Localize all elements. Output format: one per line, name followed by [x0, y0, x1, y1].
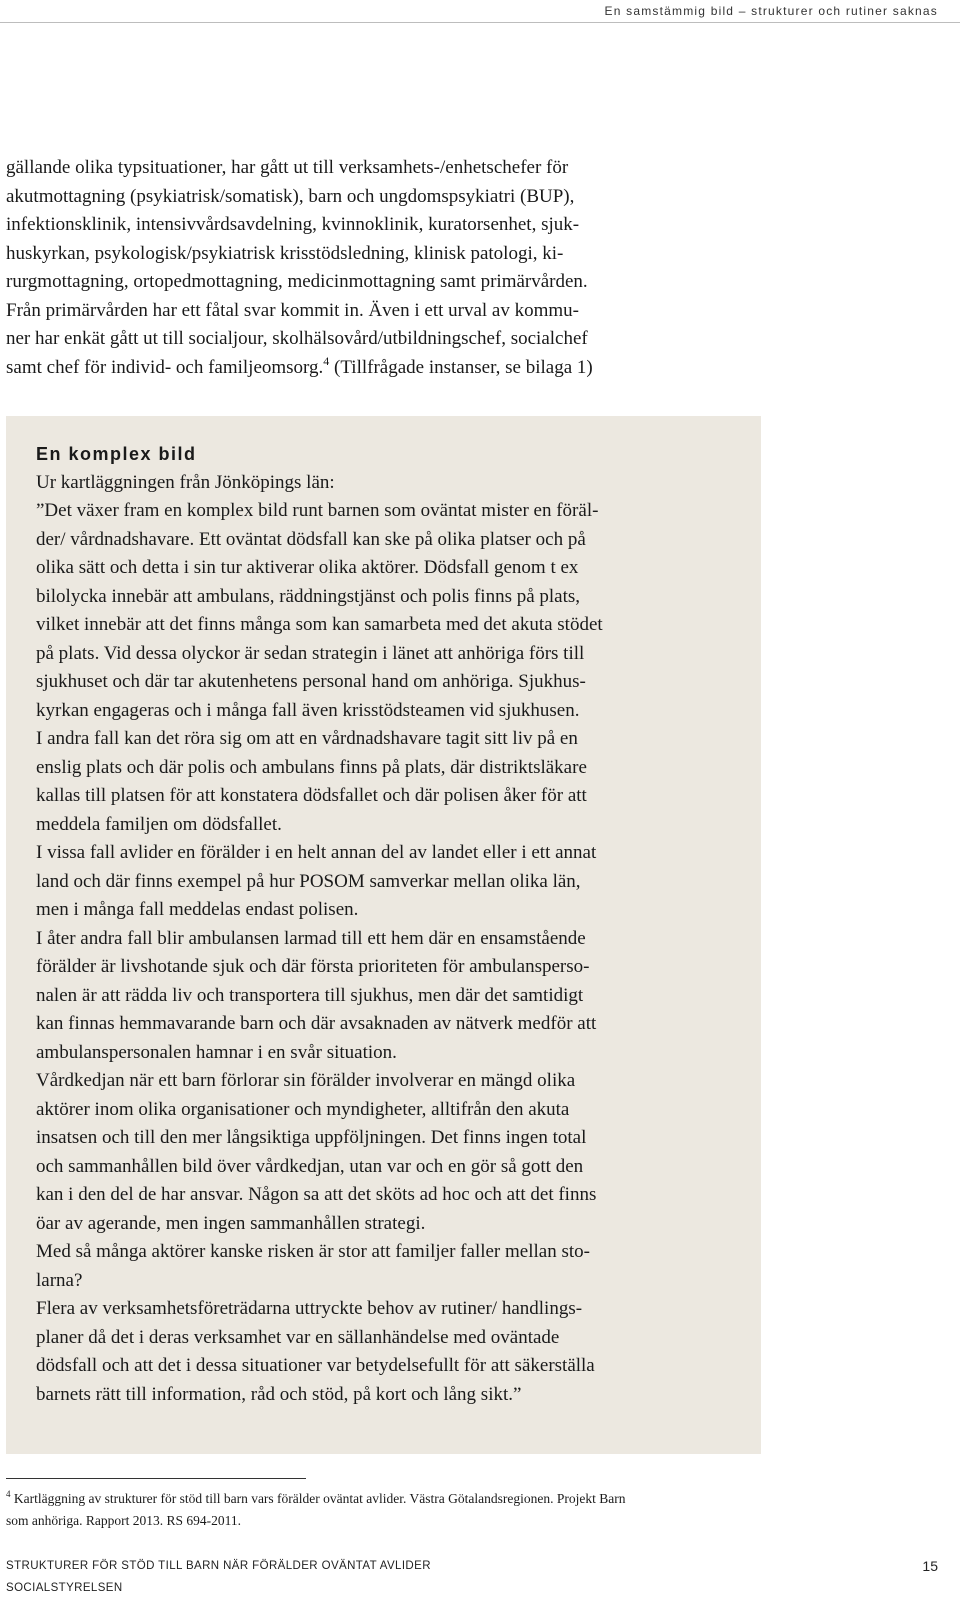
fact-box-content: [36, 440, 736, 1409]
fact-box-line: der/ vårdnadshavare. Ett oväntat dödsfall kan ske på olika platser och på: [36, 528, 586, 550]
fact-box-line: nalen är att rädda liv och transportera till sjukhus, men där det samtidigt: [36, 984, 584, 1006]
fact-box-line: dödsfall och att det i dessa situationer var betydelsefullt för att säkerställa: [36, 1355, 595, 1376]
fact-box-line: land och där finns exempel på hur POSOM samverkar mellan olika län,: [36, 870, 581, 892]
fact-box-line: meddela familjen om dödsfallet.: [36, 813, 282, 835]
fact-box-line: Vårdkedjan när ett barn förlorar sin förälder involverar en mängd olika: [36, 1070, 576, 1091]
fact-box: [6, 416, 761, 1454]
fact-box-line: bilolycka innebär att ambulans, räddningstjänst och polis finns på plats,: [36, 585, 581, 607]
intro-line: gällande olika typsituationer, har gått ut till verksamhets-/enhetschefer för: [6, 157, 569, 178]
fact-box-line: ambulanspersonalen hamnar i en svår situation.: [36, 1041, 397, 1063]
page-number: 15: [922, 1558, 938, 1574]
footnote-line: som anhöriga. Rapport 2013. RS 694-2011.: [6, 1513, 241, 1528]
fact-box-line: Med så många aktörer kanske risken är stor att familjer faller mellan sto-: [36, 1241, 590, 1262]
fact-box-line: larna?: [36, 1269, 83, 1291]
intro-line: Från primärvården har ett fåtal svar kommit in. Även i ett urval av kommu-: [6, 299, 579, 321]
fact-box-line: sjukhuset och där tar akutenhetens personal hand om anhöriga. Sjukhus-: [36, 671, 586, 692]
fact-box-title: En komplex bild: [36, 444, 197, 464]
footnote-reference[interactable]: 4: [323, 353, 330, 368]
fact-box-line: insatsen och till den mer långsiktiga uppföljningen. Det finns ingen total: [36, 1127, 587, 1148]
fact-box-line: planer då det i deras verksamhet var en sällanhändelse med oväntade: [36, 1326, 560, 1348]
fact-box-line: kallas till platsen för att konstatera dödsfallet och där polisen åker för att: [36, 785, 587, 806]
fact-box-line: aktörer inom olika organisationer och myndigheter, alltifrån den akuta: [36, 1098, 570, 1120]
fact-box-line: Flera av verksamhetsföreträdarna uttryckte behov av rutiner/ handlings-: [36, 1298, 583, 1319]
intro-text: (Tillfrågade instanser, se bilaga 1): [329, 356, 593, 378]
fact-box-line: I åter andra fall blir ambulansen larmad till ett hem där en ensamstående: [36, 927, 586, 949]
footer-publication-title: STRUKTURER FÖR STÖD TILL BARN NÄR FÖRÄLDER OVÄNTAT AVLIDER: [6, 1560, 431, 1572]
fact-box-line: I vissa fall avlider en förälder i en helt annan del av landet eller i ett annat: [36, 842, 597, 863]
intro-line: ner har enkät gått ut till socialjour, skolhälsovård/utbildningschef, socialchef: [6, 328, 588, 349]
fact-box-line: förälder är livshotande sjuk och där första prioriteten för ambulansperso-: [36, 956, 590, 977]
fact-box-line: kyrkan engageras och i många fall även krisstödsteamen vid sjukhusen.: [36, 699, 580, 721]
footnote-divider: [6, 1478, 306, 1479]
fact-box-line: och sammanhållen bild över vårdkedjan, utan var och en gör så gott den: [36, 1155, 584, 1177]
fact-box-line: ”Det växer fram en komplex bild runt barnen som oväntat mister en föräl-: [36, 500, 599, 521]
fact-box-line: Ur kartläggningen från Jönköpings län:: [36, 471, 335, 493]
page-footer: [6, 1555, 431, 1599]
fact-box-line: barnets rätt till information, råd och stöd, på kort och lång sikt.”: [36, 1383, 522, 1405]
fact-box-line: olika sätt och detta i sin tur aktiverar olika aktörer. Dödsfall genom t ex: [36, 557, 579, 578]
header-divider: [0, 22, 960, 23]
footnote-text: Kartläggning av strukturer för stöd till barn vars förälder oväntat avlider. Västra Götalandsregionen. Projekt Barn: [10, 1491, 626, 1506]
intro-line: akutmottagning (psykiatrisk/somatisk), barn och ungdomspsykiatri (BUP),: [6, 185, 575, 207]
intro-last-line: [6, 354, 766, 383]
footnote: [6, 1488, 766, 1532]
footnote-line: [6, 1488, 766, 1510]
intro-line: huskyrkan, psykologisk/psykiatrisk krisstödsledning, klinisk patologi, ki-: [6, 242, 564, 264]
intro-text: samt chef för individ- och familjeomsorg.: [6, 356, 324, 378]
intro-line: rurgmottagning, ortopedmottagning, medicinmottagning samt primärvården.: [6, 271, 588, 292]
fact-box-line: kan i den del de har ansvar. Någon sa att det sköts ad hoc och att det finns: [36, 1184, 597, 1205]
running-header: En samstämmig bild – strukturer och rutiner saknas: [604, 4, 938, 18]
fact-box-line: kan finnas hemmavarande barn och där avsaknaden av nätverk medför att: [36, 1013, 597, 1034]
fact-box-line: vilket innebär att det finns många som kan samarbeta med det akuta stödet: [36, 614, 603, 635]
footer-publisher: SOCIALSTYRELSEN: [6, 1582, 123, 1594]
fact-box-line: öar av agerande, men ingen sammanhållen strategi.: [36, 1212, 426, 1234]
fact-box-line: I andra fall kan det röra sig om att en vårdnadshavare tagit sitt liv på en: [36, 728, 578, 749]
fact-box-line: men i många fall meddelas endast polisen.: [36, 899, 359, 920]
intro-paragraph: [6, 154, 766, 382]
intro-line: infektionsklinik, intensivvårdsavdelning, kvinnoklinik, kuratorsenhet, sjuk-: [6, 214, 580, 235]
footnote-number: 4: [6, 1489, 11, 1499]
fact-box-line: på plats. Vid dessa olyckor är sedan strategin i länet att anhöriga förs till: [36, 642, 585, 664]
fact-box-line: enslig plats och där polis och ambulans finns på plats, där distriktsläkare: [36, 756, 587, 778]
